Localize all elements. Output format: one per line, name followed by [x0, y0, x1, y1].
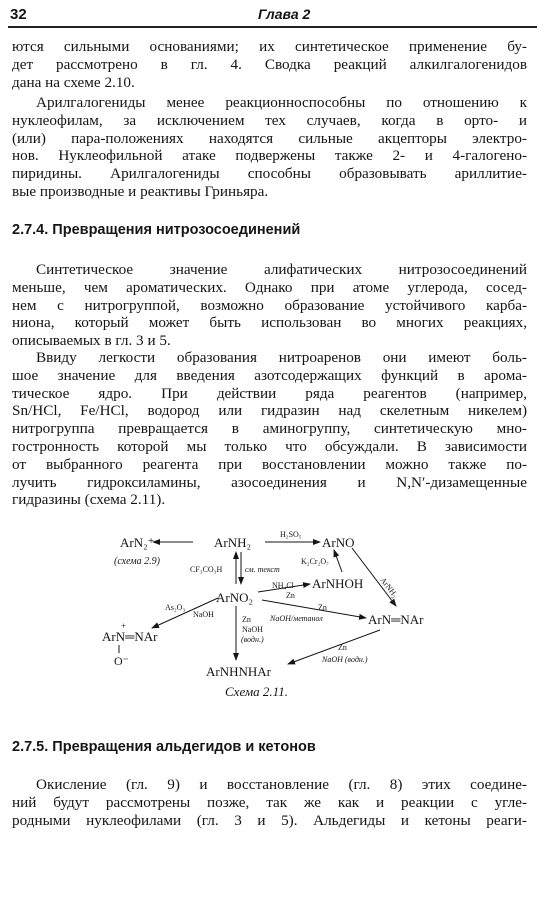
paragraph-nitroso-intro — [12, 261, 527, 350]
text-line: вые производные и реактивы Гриньяра. — [12, 182, 269, 200]
text-line: нов. Нуклеофильной атаке подвержены также 2- и 4-галогено- — [12, 147, 527, 165]
reagent-see-text: см. текст — [245, 565, 280, 574]
text-line: Арилгалогениды менее реакционноспособны по отношению к — [36, 94, 527, 111]
text-line: нуклеофилам, за исключением тех случаев, когда в орто- и — [12, 111, 527, 129]
text-line: Синтетическое значение алифатических нитрозосоединений — [36, 261, 527, 278]
text-line: ний будут рассмотрены позже, так же как и реакции с угле- — [12, 793, 527, 811]
compound-azo: ArN═NAr — [368, 612, 424, 627]
reagent-k2cr2o7: K₂Cr₂O₇ — [301, 557, 329, 566]
reagent-cf3co3h: CF₃CO₃H — [190, 565, 223, 574]
compound-hydrazo: ArNHNHAr — [206, 664, 271, 679]
paragraph-continued — [12, 38, 527, 91]
compound-arno2: ArNO₂ — [216, 590, 254, 605]
reagent-zn-small: Zn — [286, 591, 295, 600]
text-line: нем с нитрогруппой, возможно образование устойчивого карба- — [12, 296, 527, 314]
page-number: 32 — [10, 6, 27, 23]
text-line: дет рассмотрено в гл. 4. Сводка реакций алкилгалогенидов — [12, 55, 527, 73]
arrow-arnhoh-to-arno — [334, 550, 342, 572]
text-line: Ввиду легкости образования нитроаренов они имеют боль- — [36, 349, 527, 366]
reagent-as2o3: As₂O₃ — [165, 603, 186, 612]
text-line: меньше, чем ароматических. Однако при атоме углерода, сосед- — [12, 278, 527, 296]
compound-arno: ArNO — [322, 535, 355, 550]
header-rule — [8, 26, 537, 28]
text-line: дана на схеме 2.10. — [12, 73, 135, 91]
text-line: гостронность которой мы только что обсуждали. В зависимости — [12, 437, 527, 455]
text-line: ниона, который может быть использован во многих реакциях, — [12, 314, 527, 332]
reaction-scheme-diagram — [90, 522, 450, 700]
text-line: (или) пара-положениях находятся сильные акцепторы электро- — [12, 129, 527, 147]
text-line: Окисление (гл. 9) и восстановление (гл. 8) этих соедине- — [36, 776, 527, 793]
reagent-aq-left: (водн.) — [241, 635, 264, 644]
reagent-naoh-bottom: NaOH (водн.) — [322, 655, 368, 664]
paragraph-nitroarenes — [12, 349, 527, 509]
compound-azoxy: ArN═NAr — [102, 629, 158, 644]
reagent-h2so5: H₂SO₅ — [280, 530, 302, 539]
paragraph-aryl-halides — [12, 94, 527, 201]
text-line: нитрогруппа превращается в аминогруппу, синтетическую мно- — [12, 420, 527, 438]
reagent-zn-bottom: Zn — [338, 643, 347, 652]
azoxy-oxygen: O⁻ — [114, 654, 129, 668]
reagent-naoh-left: NaOH — [242, 625, 263, 634]
text-line: родными нуклеофилами (гл. 3 и 5). Альдегиды и кетоны реаги- — [12, 811, 527, 829]
text-line: ются сильными основаниями; их синтетическое применение бу- — [12, 38, 527, 55]
reagent-naoh-methanol: NaOH/метанол — [270, 614, 323, 623]
reagent-arnh2-side: ArNH₂ — [378, 575, 400, 600]
chapter-title: Глава 2 — [258, 6, 311, 22]
reagent-nh4cl: NH₄Cl — [272, 581, 294, 590]
compound-arnh2: ArNH₂ — [214, 535, 252, 550]
paragraph-aldehydes — [12, 776, 527, 829]
text-line: от выбранного реагента при восстановлении можно также по- — [12, 455, 527, 473]
text-line: тическое ядро. При действии ряда реагентов (например, — [12, 384, 527, 402]
page-header — [10, 4, 535, 26]
text-line: лучить гидроксиламины, азосоединения и N,N′-дизамещенные — [12, 473, 527, 491]
reagent-naoh-azoxy: NaOH — [193, 610, 214, 619]
text-line: описываемых в гл. 3 и 5. — [12, 332, 171, 350]
compound-arn2: ArN₂⁺ — [120, 535, 155, 550]
azoxy-charge: + — [121, 621, 127, 631]
compound-arnhoh: ArNHOH — [312, 576, 364, 591]
text-line: шое значение для введения азотсодержащих функций в арома- — [12, 366, 527, 384]
reagent-zn-mid: Zn — [318, 603, 327, 612]
text-line: пиридины. Арилгалогениды способны образовывать ариллитие- — [12, 165, 527, 183]
scheme-caption: Схема 2.11. — [225, 684, 288, 699]
section-heading-274: 2.7.4. Превращения нитрозосоединений — [12, 222, 301, 238]
section-heading-275: 2.7.5. Превращения альдегидов и кетонов — [12, 739, 316, 755]
text-line: Sn/HCl, Fe/HCl, водород или гидразин над скелетным никелем) — [12, 402, 527, 420]
reagent-zn-left: Zn — [242, 615, 251, 624]
ref-scheme-29: (схема 2.9) — [114, 556, 160, 567]
text-line: гидразины (схема 2.11). — [12, 491, 166, 509]
